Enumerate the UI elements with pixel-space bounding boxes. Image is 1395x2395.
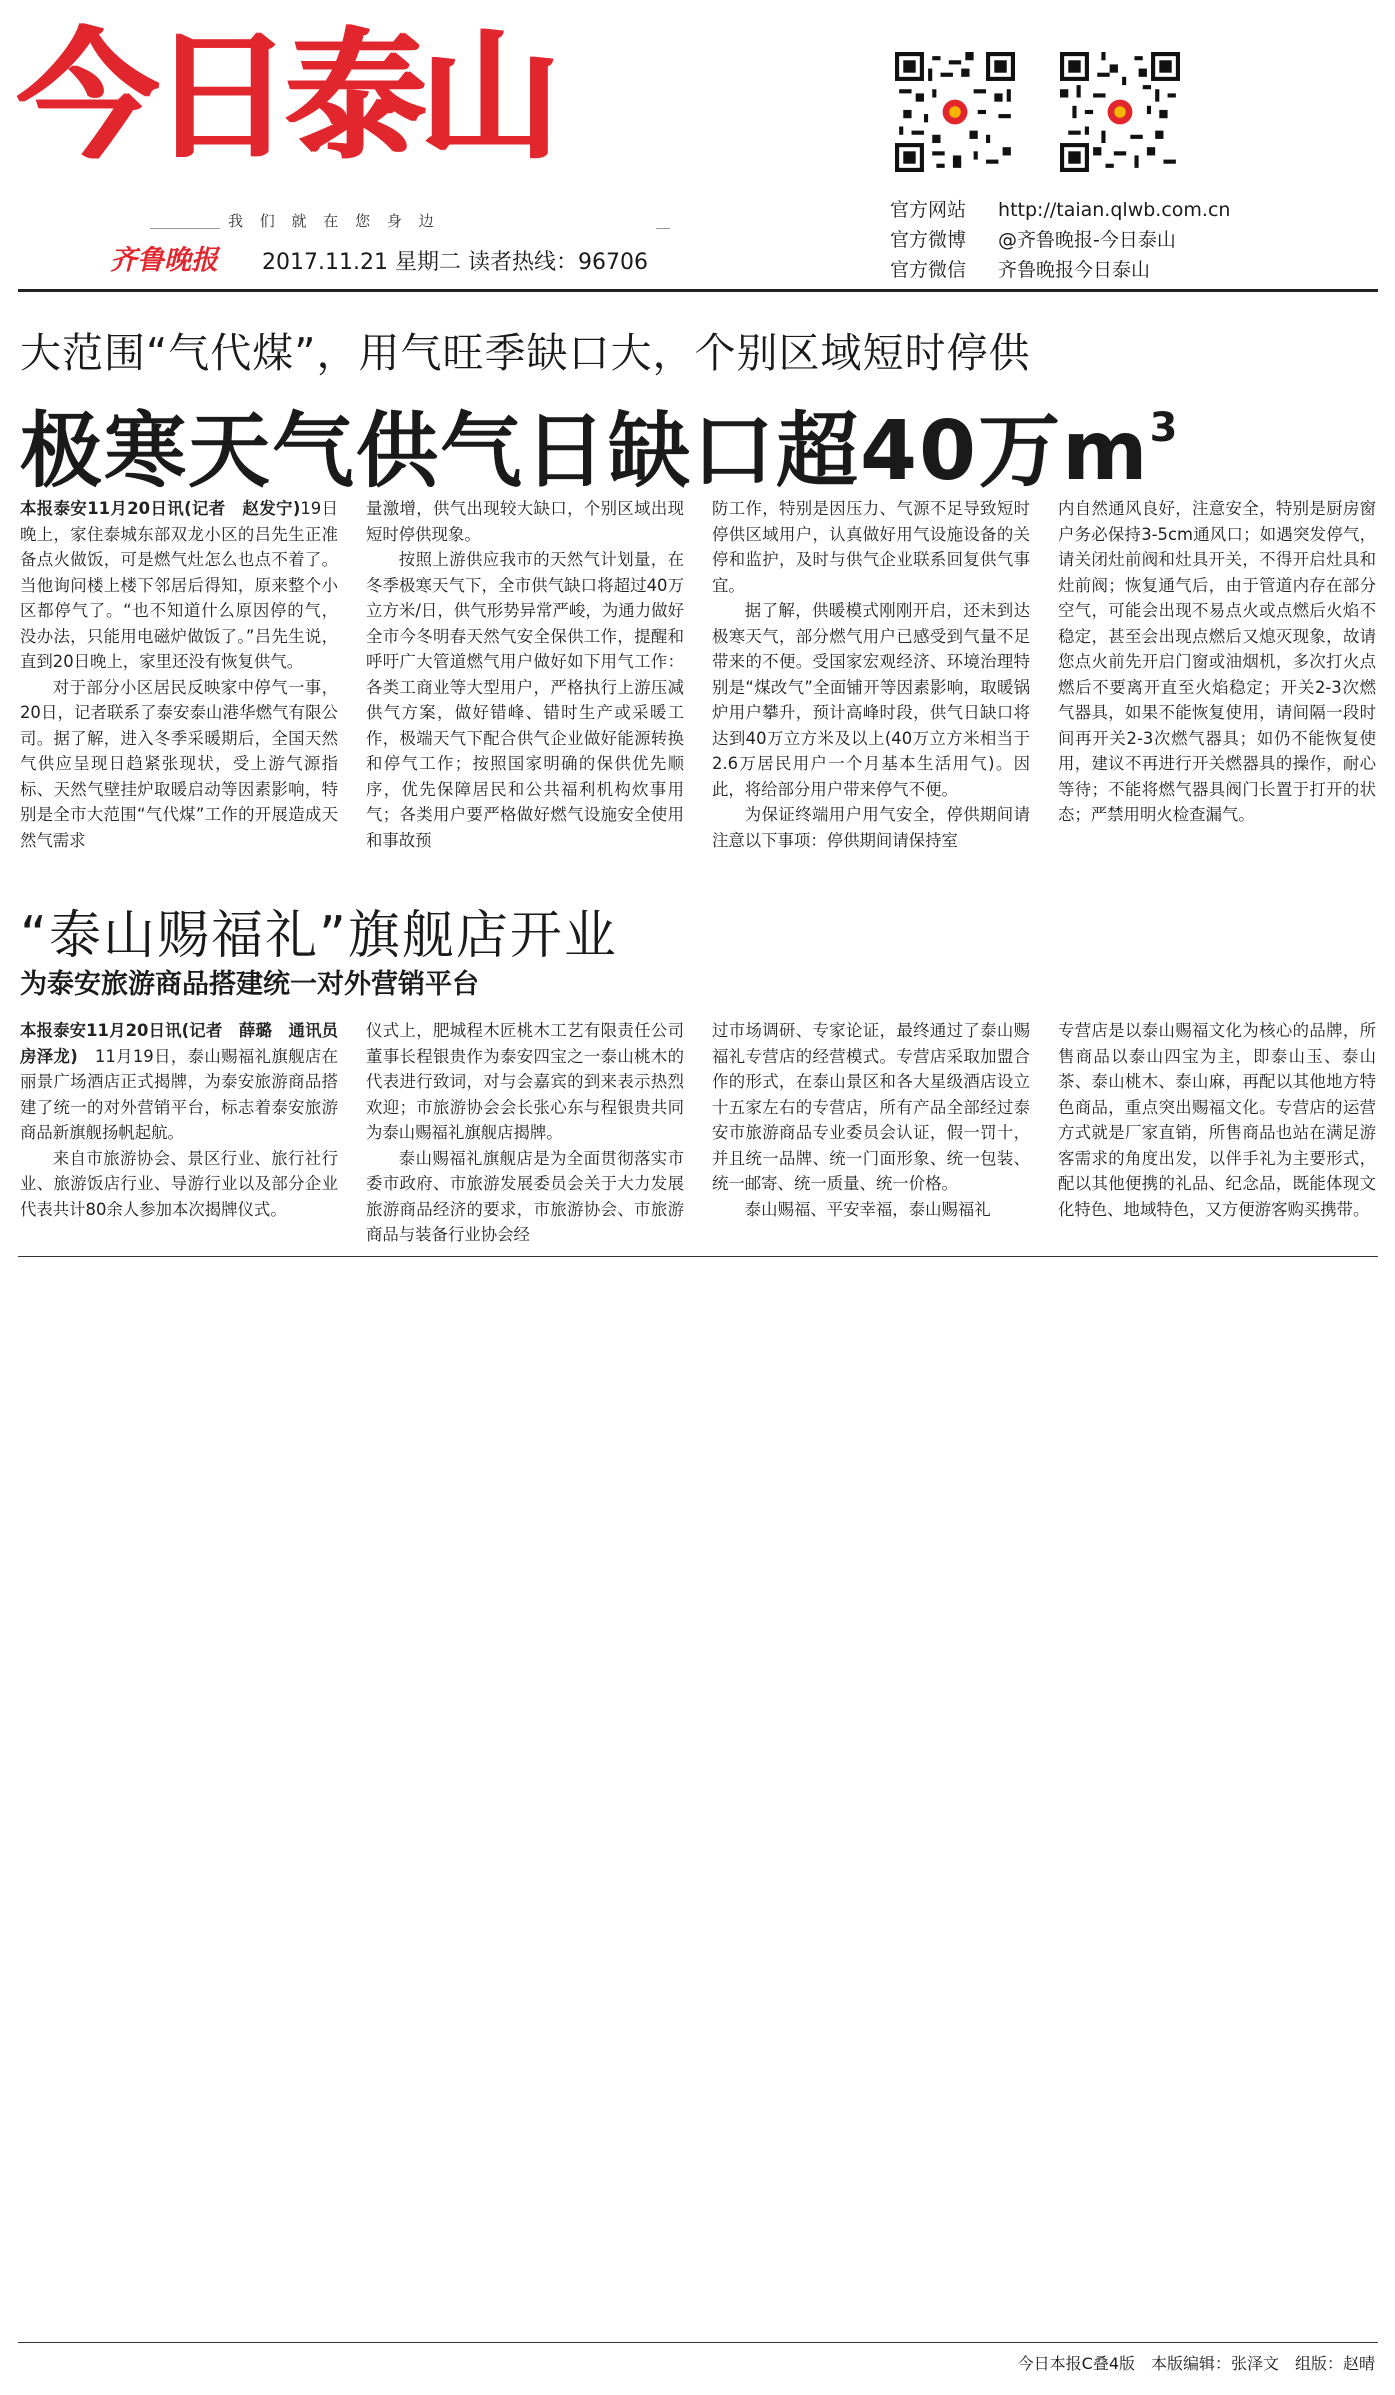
wechat-handle: 齐鲁晚报今日泰山: [998, 259, 1151, 281]
info-label: 官方微信: [890, 259, 967, 281]
info-wechat: [890, 255, 1150, 282]
paragraph: 泰山赐福、平安幸福，泰山赐福礼: [744, 1199, 991, 1219]
dateline: 2017.11.21 星期二 读者热线：96706: [262, 250, 648, 275]
paragraph: 量激增，供气出现较大缺口，个别区域出现短时停供现象。: [366, 499, 684, 544]
paragraph: 防工作，特别是因压力、气源不足导致短时停供区域用户，认真做好用气设施设备的关停和监护，及时与供气企业联系回复供气事宜。: [712, 499, 1030, 595]
article1-column-4: [1058, 496, 1376, 828]
paragraph: 对于部分小区居民反映家中停气一事，20日，记者联系了泰安泰山港华燃气有限公司。据了解，进入冬季采暖期后，全国天然气供应呈现日趋紧张现状，受上游气源指标、天然气壁挂炉取暖启动等因素影响，特别是全市大范围“气代煤”工作的开展造成天然气需求: [20, 677, 338, 850]
article1-column-2: [366, 496, 684, 853]
masthead-divider: [18, 289, 1378, 292]
qr-code-graphic: [1060, 52, 1180, 172]
paragraph: 内自然通风良好，注意安全，特别是厨房窗户务必保持3-5cm通风口；如遇突发停气，请关闭灶前阀和灶具开关，不得开启灶具和灶前阀；恢复通气后，由于管道内存在部分空气，可能会出现不易点火或点燃后火焰不稳定，甚至会出现点燃后又熄灭现象，故请您点火前先开启门窗或油烟机，多次打火点燃后不要离开直至火焰稳定；开关2-3次燃气器具，如果不能恢复使用，请间隔一段时间再开关2-3次燃气器具；如仍不能恢复使用，建议不再进行开关燃器具的操作，耐心等待；不能将燃气器具阀门长置于打开的状态；严禁用明火检查漏气。: [1058, 499, 1376, 824]
article2-column-1: [20, 1018, 355, 1222]
qr-code-icon[interactable]: [1060, 52, 1180, 172]
article2-subhead: 为泰安旅游商品搭建统一对外营销平台: [20, 969, 479, 1000]
info-website: [890, 195, 1230, 222]
slogan: 我 们 就 在 您 身 边: [220, 210, 656, 231]
paragraph: 按照上游供应我市的天然气计划量，在冬季极寒天气下，全市供气缺口将超过40万立方米/日，供气形势异常严峻，为通力做好全市今冬明春天然气安全保供工作，提醒和呼吁广大管道燃气用户做好如下用气工作：各类工商业等大型用户，严格执行上游压减供气方案，做好错峰、错时生产或采暖工作，极端天气下配合供气企业做好能源转换和停气工作；按照国家明确的保供优先顺序，优先保障居民和公共福利机构炊事用气；各类用户要严格做好燃气设施安全使用和事故预: [366, 550, 684, 850]
article1-column-1: [20, 496, 338, 853]
footer-credits: 今日本报C叠4版 本版编辑：张泽文 组版：赵晴: [1017, 2354, 1375, 2373]
paragraph: 据了解，供暖模式刚刚开启，还未到达极寒天气，部分燃气用户已感受到气量不足带来的不便。受国家宏观经济、环境治理特别是“煤改气”全面铺开等因素影响，取暖锅炉用户攀升，预计高峰时段，供气日缺口将达到40万立方米及以上(40万立方米相当于2.6万居民用户一个月基本生活用气)。因此，将给部分用户带来停气不便。: [712, 601, 1030, 799]
info-label: 官方微博: [890, 229, 967, 251]
weibo-handle: @齐鲁晚报-今日泰山: [998, 229, 1176, 251]
paragraph: 来自市旅游协会、景区行业、旅行社行业、旅游饭店行业、导游行业以及部分企业代表共计80余人参加本次揭牌仪式。: [20, 1148, 338, 1219]
article2-byline: 本报泰安11月20日讯(记者 薛璐 通讯员 房泽龙): [20, 1021, 355, 1066]
article2-column-3: [712, 1018, 1030, 1222]
qr-code-icon[interactable]: [895, 52, 1015, 172]
paragraph: 泰山赐福礼旗舰店是为全面贯彻落实市委市政府、市旅游发展委员会关于大力发展旅游商品经济的要求，市旅游协会、市旅游商品与装备行业协会经: [366, 1148, 684, 1244]
paragraph: 专营店是以泰山赐福文化为核心的品牌，所售商品以泰山四宝为主，即泰山玉、泰山茶、泰山桃木、泰山麻，再配以其他地方特色商品，重点突出赐福文化。专营店的运营方式就是厂家直销，所售商品也站在满足游客需求的角度出发，以伴手礼为主要形式，配以其他便携的礼品、纪念品，既能体现文化特色、地域特色，又方便游客购买携带。: [1058, 1021, 1376, 1219]
article1-byline: 本报泰安11月20日讯(记者 赵发宁): [20, 499, 301, 518]
article1-headline: [20, 380, 1179, 500]
article2-column-4: [1058, 1018, 1376, 1222]
qr-code-graphic: [895, 52, 1015, 172]
info-weibo: [890, 225, 1176, 252]
paragraph: 仪式上，肥城程木匠桃木工艺有限责任公司董事长程银贵作为泰安四宝之一泰山桃木的代表进行致词，对与会嘉宾的到来表示热烈欢迎；市旅游协会会长张心东与程银贵共同为泰山赐福礼旗舰店揭牌。: [366, 1021, 684, 1142]
article2-headline: “泰山赐福礼”旗舰店开业: [20, 906, 618, 966]
paragraph: 19日晚上，家住泰城东部双龙小区的吕先生正准备点火做饭，可是燃气灶怎么也点不着了。当他询问楼上楼下邻居后得知，原来整个小区都停气了。“也不知道什么原因停的气，没办法，只能用电磁炉做饭了。”吕先生说，直到20日晚上，家里还没有恢复供气。: [20, 499, 338, 671]
article1-column-3: [712, 496, 1030, 853]
headline-text: 极寒天气供气日缺口超40万m: [20, 404, 1150, 499]
paper-name-logo: 齐鲁晚报: [110, 245, 218, 276]
paragraph: 为保证终端用户用气安全，停供期间请注意以下事项：停供期间请保持室: [712, 805, 1030, 850]
article1-kicker: 大范围“气代煤”，用气旺季缺口大，个别区域短时停供: [20, 329, 1031, 377]
info-label: 官方网站: [890, 199, 967, 221]
website-link[interactable]: http://taian.qlwb.com.cn: [998, 199, 1231, 221]
article2-bottom-rule: [18, 1256, 1378, 1257]
article2-column-2: [366, 1018, 684, 1248]
paragraph: 过市场调研、专家论证，最终通过了泰山赐福礼专营店的经营模式。专营店采取加盟合作的形式，在泰山景区和各大星级酒店设立十五家左右的专营店，所有产品全部经过泰安市旅游商品专业委员会认证，假一罚十，并且统一品牌、统一门面形象、统一包装、统一邮寄、统一质量、统一价格。: [712, 1021, 1030, 1193]
headline-superscript: 3: [1149, 405, 1180, 451]
masthead-title: 今日泰山: [18, 16, 555, 179]
footer-rule: [18, 2342, 1378, 2343]
paragraph: 11月19日，泰山赐福礼旗舰店在丽景广场酒店正式揭牌，为泰安旅游商品搭建了统一的对外营销平台，标志着泰安旅游商品新旗舰扬帆起航。: [20, 1046, 339, 1142]
